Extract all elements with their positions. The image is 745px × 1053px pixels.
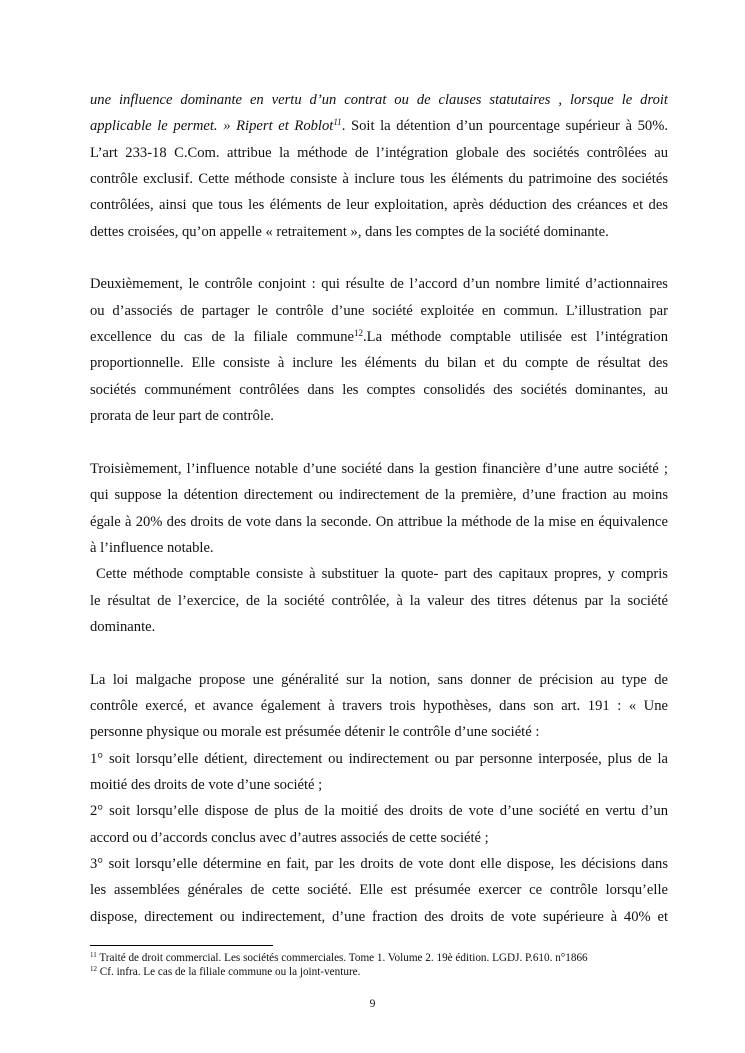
paragraph-3-line [90, 588, 668, 614]
text-segment: L’art 233-18 C.Com. attribue la méthode de l’intégration globale des sociétés contrôlées au [90, 144, 668, 161]
paragraph-2-line [90, 403, 668, 429]
footnote-11 [90, 951, 588, 965]
paragraph-spacer [90, 429, 668, 455]
footnote-reference: 12 [354, 328, 363, 339]
paragraph-4-line [90, 746, 668, 772]
text-segment: contrôlées, ainsi que tous les éléments de leur exploitation, après déduction des créances et des [90, 197, 668, 214]
paragraph-3-line [90, 482, 668, 508]
text-segment: La loi malgache propose une généralité sur la notion, sans donner de précision au type de [90, 671, 668, 688]
paragraph-4-line [90, 877, 668, 903]
footnotes [90, 951, 588, 979]
text-segment: moitié des droits de vote d’une société ; [90, 776, 323, 793]
text-segment: Cette méthode comptable consiste à substituer la quote- part des capitaux propres, y compris [90, 566, 668, 583]
text-segment: Troisièmement, l’influence notable d’une société dans la gestion financière d’une autre société ; [90, 460, 668, 477]
paragraph-3-line [90, 509, 668, 535]
text-segment: prorata de leur part de contrôle. [90, 408, 274, 425]
paragraph-2-line [90, 324, 668, 350]
paragraph-4-line [90, 693, 668, 719]
text-segment: contrôle exercé, et avance également à travers trois hypothèses, dans son art. 191 : « Une [90, 697, 668, 714]
footnote-12 [90, 965, 588, 979]
text-segment: 1° soit lorsqu’elle détient, directement ou indirectement ou par personne interposée, plus de la [90, 750, 668, 767]
footnote-reference: 11 [333, 117, 342, 128]
paragraph-4-line [90, 904, 668, 930]
paragraph-4-line [90, 772, 668, 798]
text-segment: personne physique ou morale est présumée détenir le contrôle d’une société : [90, 724, 540, 741]
paragraph-1-line [90, 219, 668, 245]
paragraph-3-line [90, 561, 668, 587]
paragraph-4-line [90, 825, 668, 851]
text-segment: . Soit la détention d’un pourcentage supérieur à 50%. [341, 118, 669, 135]
paragraph-1-line [90, 140, 668, 166]
paragraph-4-line [90, 798, 668, 824]
paragraph-4-line [90, 719, 668, 745]
text-segment: .La méthode comptable utilisée est l’intégration [363, 329, 668, 346]
paragraph-2-line [90, 271, 668, 297]
text-segment: dominante. [90, 618, 156, 635]
paragraph-2-line [90, 298, 668, 324]
body-text [90, 87, 668, 930]
paragraph-3-line [90, 535, 668, 561]
text-segment: qui suppose la détention directement ou indirectement de la première, d’une fraction au moins [90, 487, 668, 504]
paragraph-1-line [90, 113, 668, 139]
paragraph-1-line [90, 87, 668, 113]
text-segment: le résultat de l’exercice, de la société contrôlée, à la valeur des titres détenus par la société [90, 592, 668, 609]
text-segment: dispose, directement ou indirectement, d’une fraction des droits de vote supérieure à 40% et [90, 908, 668, 925]
paragraph-1-line [90, 192, 668, 218]
text-segment: 2° soit lorsqu’elle dispose de plus de la moitié des droits de vote d’une société en vertu d’un [90, 803, 668, 820]
footnote-text: Traité de droit commercial. Les sociétés commerciales. Tome 1. Volume 2. 19è édition. LGDJ. P.610. n°1866 [96, 952, 588, 964]
text-segment: Deuxièmement, le contrôle conjoint : qui résulte de l’accord d’un nombre limité d’actionnaires [90, 276, 668, 293]
footnote-text: Cf. infra. Le cas de la filiale commune ou la joint-venture. [97, 966, 361, 978]
footnote-separator [90, 945, 273, 946]
text-segment: dettes croisées, qu’on appelle « retraitement », dans les comptes de la société dominante. [90, 223, 609, 240]
paragraph-4-line [90, 851, 668, 877]
text-segment: ou d’associés de partager le contrôle d’une société exploitée en commun. L’illustration par [90, 302, 668, 319]
text-segment: applicable le permet. » Ripert et Roblot [90, 118, 334, 135]
paragraph-spacer [90, 640, 668, 666]
text-segment: à l’influence notable. [90, 539, 214, 556]
text-segment: excellence du cas de la filiale commune [90, 329, 354, 346]
paragraph-2-line [90, 377, 668, 403]
footnote-number: 12 [90, 965, 97, 973]
paragraph-2-line [90, 350, 668, 376]
text-segment: les assemblées générales de cette société. Elle est présumée exercer ce contrôle lorsqu’elle [90, 882, 668, 899]
text-segment: une influence dominante en vertu d’un contrat ou de clauses statutaires , lorsque le droit [90, 92, 668, 108]
text-segment: sociétés communément contrôlées dans les comptes consolidés des sociétés dominantes, au [90, 381, 668, 398]
text-segment: égale à 20% des droits de vote dans la seconde. On attribue la méthode de la mise en équivalence [90, 513, 668, 530]
paragraph-3-line [90, 456, 668, 482]
paragraph-3-line [90, 614, 668, 640]
text-segment: 3° soit lorsqu’elle détermine en fait, par les droits de vote dont elle dispose, les décisions dans [90, 855, 668, 872]
text-segment: accord ou d’accords conclus avec d’autres associés de cette société ; [90, 829, 489, 846]
footnote-number: 11 [90, 951, 97, 959]
text-segment: contrôle exclusif. Cette méthode consiste à inclure tous les éléments du patrimoine des sociétés [90, 171, 668, 188]
paragraph-1-line [90, 166, 668, 192]
page-number: 9 [369, 998, 376, 1010]
paragraph-4-line [90, 667, 668, 693]
paragraph-spacer [90, 245, 668, 271]
text-segment: proportionnelle. Elle consiste à inclure les éléments du bilan et du compte de résultat des [90, 355, 668, 372]
